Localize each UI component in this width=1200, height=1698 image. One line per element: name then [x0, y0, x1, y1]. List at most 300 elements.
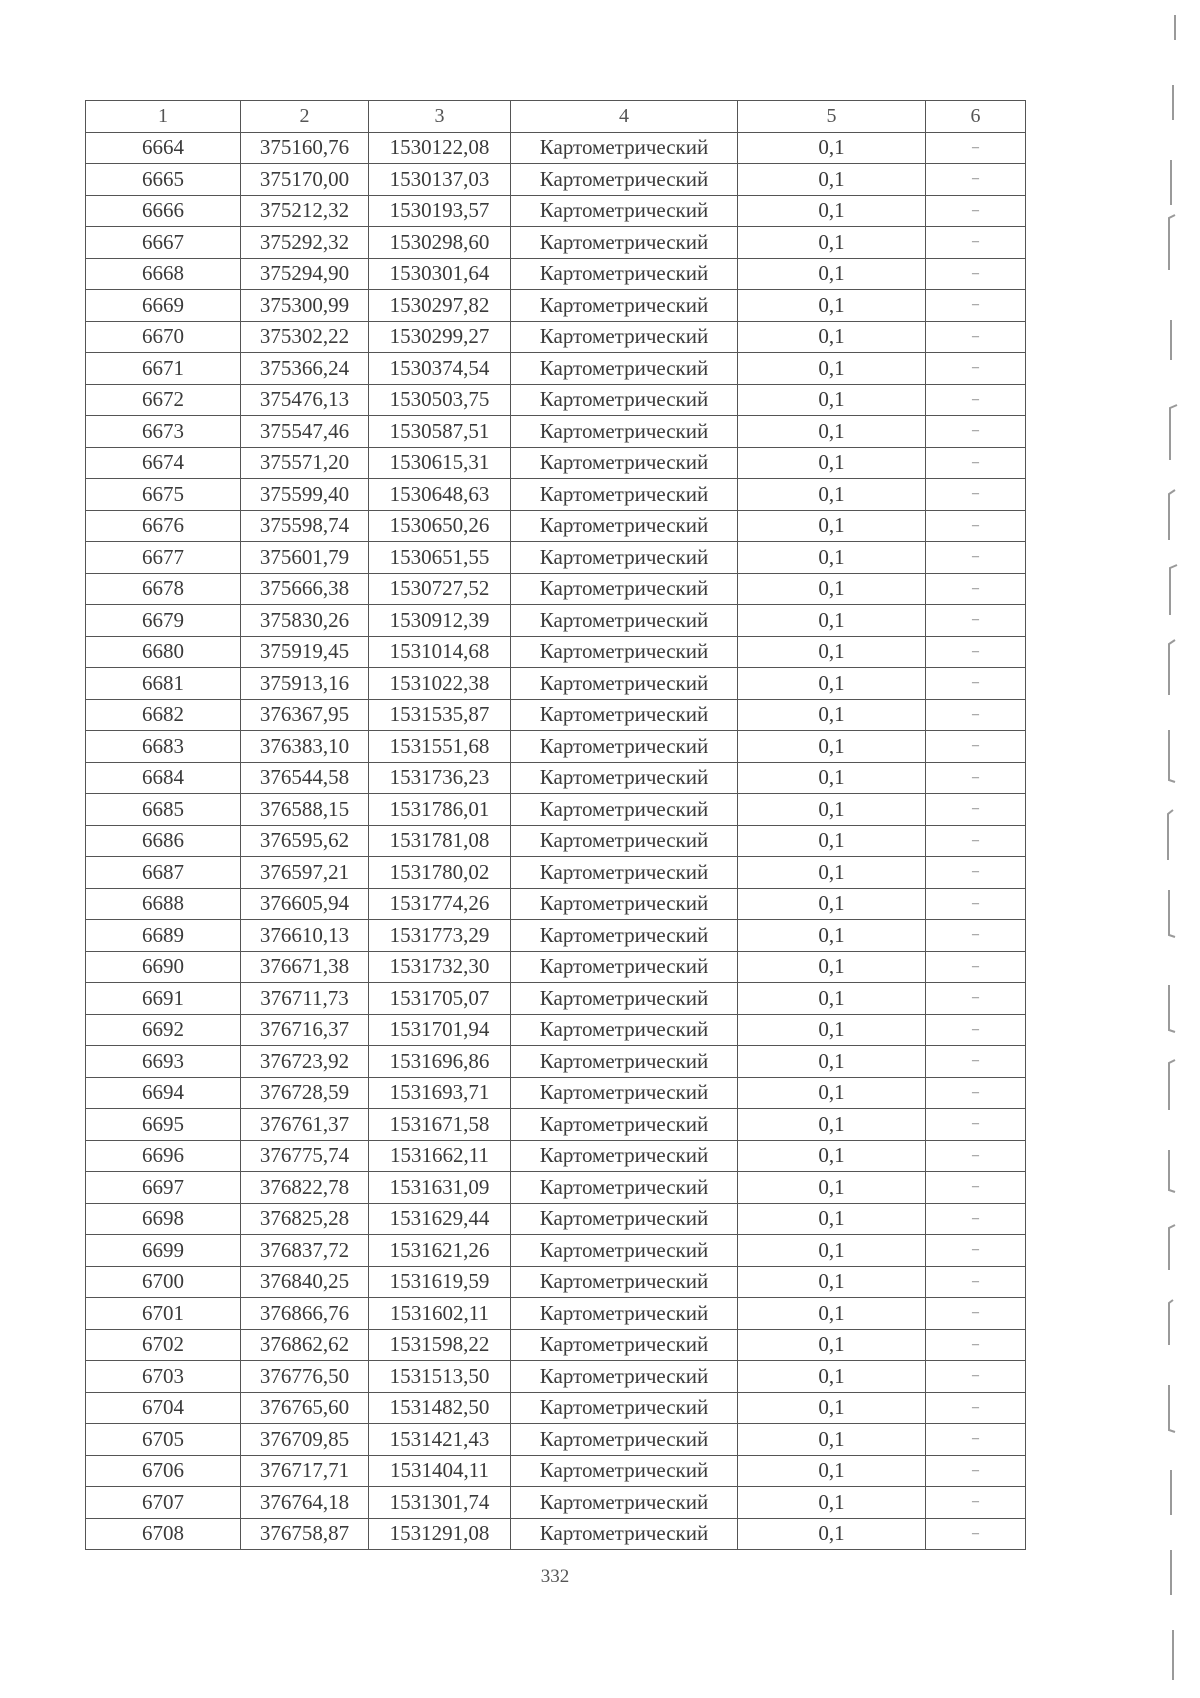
table-cell-col-5: 0,1 — [738, 1455, 926, 1487]
table-cell-col-5: 0,1 — [738, 951, 926, 983]
table-cell-col-6: – — [926, 353, 1026, 385]
table-cell-col-2: 376544,58 — [241, 762, 369, 794]
table-cell-col-4: Картометрический — [511, 1424, 738, 1456]
page-number: 332 — [540, 1566, 570, 1587]
table-cell-col-5: 0,1 — [738, 447, 926, 479]
table-cell-col-2: 376711,73 — [241, 983, 369, 1015]
table-cell-col-1: 6684 — [86, 762, 241, 794]
table-row — [86, 1487, 1026, 1519]
table-cell-col-5: 0,1 — [738, 1140, 926, 1172]
table-cell-col-4: Картометрический — [511, 1140, 738, 1172]
table-cell-col-1: 6671 — [86, 353, 241, 385]
table-cell-col-4: Картометрический — [511, 447, 738, 479]
table-cell-col-3: 1531774,26 — [369, 888, 511, 920]
table-cell-col-6: – — [926, 132, 1026, 164]
table-cell-col-6: – — [926, 447, 1026, 479]
table-cell-col-3: 1531535,87 — [369, 699, 511, 731]
table-cell-col-1: 6693 — [86, 1046, 241, 1078]
table-cell-col-6: – — [926, 416, 1026, 448]
table-cell-col-3: 1530374,54 — [369, 353, 511, 385]
table-cell-col-3: 1530297,82 — [369, 290, 511, 322]
table-cell-col-4: Картометрический — [511, 1361, 738, 1393]
table-cell-col-6: – — [926, 510, 1026, 542]
table-cell-col-4: Картометрический — [511, 164, 738, 196]
table-cell-col-3: 1531631,09 — [369, 1172, 511, 1204]
table-cell-col-6: – — [926, 1266, 1026, 1298]
table-cell-col-6: – — [926, 1518, 1026, 1550]
table-cell-col-3: 1530299,27 — [369, 321, 511, 353]
table-cell-col-1: 6703 — [86, 1361, 241, 1393]
column-header-3: 3 — [369, 101, 511, 133]
table-row — [86, 1329, 1026, 1361]
table-cell-col-1: 6699 — [86, 1235, 241, 1267]
table-cell-col-1: 6680 — [86, 636, 241, 668]
table-cell-col-3: 1531629,44 — [369, 1203, 511, 1235]
table-cell-col-1: 6683 — [86, 731, 241, 763]
table-cell-col-6: – — [926, 290, 1026, 322]
table-cell-col-2: 376723,92 — [241, 1046, 369, 1078]
table-cell-col-5: 0,1 — [738, 1392, 926, 1424]
table-cell-col-4: Картометрический — [511, 1046, 738, 1078]
column-header-1: 1 — [86, 101, 241, 133]
table-cell-col-5: 0,1 — [738, 668, 926, 700]
table-cell-col-6: – — [926, 195, 1026, 227]
table-row — [86, 951, 1026, 983]
table-row — [86, 321, 1026, 353]
table-cell-col-1: 6688 — [86, 888, 241, 920]
table-cell-col-6: – — [926, 920, 1026, 952]
table-cell-col-2: 376764,18 — [241, 1487, 369, 1519]
table-cell-col-2: 375170,00 — [241, 164, 369, 196]
table-cell-col-6: – — [926, 699, 1026, 731]
table-cell-col-4: Картометрический — [511, 762, 738, 794]
table-row — [86, 227, 1026, 259]
table-cell-col-6: – — [926, 1361, 1026, 1393]
table-cell-col-5: 0,1 — [738, 825, 926, 857]
table-cell-col-4: Картометрический — [511, 384, 738, 416]
table-cell-col-3: 1531671,58 — [369, 1109, 511, 1141]
table-row — [86, 794, 1026, 826]
table-cell-col-2: 375919,45 — [241, 636, 369, 668]
table-cell-col-2: 376758,87 — [241, 1518, 369, 1550]
table-cell-col-4: Картометрический — [511, 510, 738, 542]
table-cell-col-2: 376716,37 — [241, 1014, 369, 1046]
table-cell-col-1: 6676 — [86, 510, 241, 542]
table-cell-col-3: 1531482,50 — [369, 1392, 511, 1424]
table-cell-col-1: 6691 — [86, 983, 241, 1015]
table-cell-col-4: Картометрический — [511, 636, 738, 668]
table-cell-col-2: 375913,16 — [241, 668, 369, 700]
table-cell-col-5: 0,1 — [738, 1172, 926, 1204]
table-cell-col-1: 6698 — [86, 1203, 241, 1235]
table-cell-col-5: 0,1 — [738, 1014, 926, 1046]
table-cell-col-5: 0,1 — [738, 416, 926, 448]
table-cell-col-4: Картометрический — [511, 416, 738, 448]
table-cell-col-6: – — [926, 1455, 1026, 1487]
table-cell-col-2: 376825,28 — [241, 1203, 369, 1235]
table-cell-col-2: 376588,15 — [241, 794, 369, 826]
table-cell-col-5: 0,1 — [738, 195, 926, 227]
table-cell-col-1: 6681 — [86, 668, 241, 700]
table-cell-col-3: 1530651,55 — [369, 542, 511, 574]
table-cell-col-2: 376775,74 — [241, 1140, 369, 1172]
table-cell-col-5: 0,1 — [738, 920, 926, 952]
table-cell-col-1: 6690 — [86, 951, 241, 983]
table-cell-col-4: Картометрический — [511, 573, 738, 605]
table-cell-col-6: – — [926, 1298, 1026, 1330]
table-cell-col-5: 0,1 — [738, 983, 926, 1015]
table-cell-col-5: 0,1 — [738, 510, 926, 542]
table-cell-col-6: – — [926, 542, 1026, 574]
table-cell-col-5: 0,1 — [738, 1329, 926, 1361]
table-cell-col-1: 6672 — [86, 384, 241, 416]
table-cell-col-5: 0,1 — [738, 1361, 926, 1393]
table-cell-col-4: Картометрический — [511, 605, 738, 637]
table-cell-col-1: 6701 — [86, 1298, 241, 1330]
table-cell-col-4: Картометрический — [511, 920, 738, 952]
table-cell-col-6: – — [926, 321, 1026, 353]
table-cell-col-3: 1530650,26 — [369, 510, 511, 542]
table-cell-col-2: 376765,60 — [241, 1392, 369, 1424]
table-cell-col-2: 375212,32 — [241, 195, 369, 227]
table-cell-col-3: 1531291,08 — [369, 1518, 511, 1550]
table-cell-col-3: 1531602,11 — [369, 1298, 511, 1330]
table-cell-col-1: 6667 — [86, 227, 241, 259]
table-cell-col-1: 6674 — [86, 447, 241, 479]
table-cell-col-2: 376595,62 — [241, 825, 369, 857]
table-row — [86, 164, 1026, 196]
table-cell-col-5: 0,1 — [738, 605, 926, 637]
table-cell-col-5: 0,1 — [738, 1298, 926, 1330]
table-cell-col-3: 1530193,57 — [369, 195, 511, 227]
table-cell-col-2: 375547,46 — [241, 416, 369, 448]
table-cell-col-2: 375366,24 — [241, 353, 369, 385]
table-cell-col-4: Картометрический — [511, 1392, 738, 1424]
table-cell-col-4: Картометрический — [511, 1235, 738, 1267]
table-cell-col-1: 6673 — [86, 416, 241, 448]
table-cell-col-2: 376866,76 — [241, 1298, 369, 1330]
table-cell-col-1: 6687 — [86, 857, 241, 889]
table-cell-col-5: 0,1 — [738, 1266, 926, 1298]
table-cell-col-5: 0,1 — [738, 1235, 926, 1267]
table-cell-col-4: Картометрический — [511, 699, 738, 731]
table-cell-col-1: 6670 — [86, 321, 241, 353]
table-cell-col-2: 375302,22 — [241, 321, 369, 353]
table-row — [86, 762, 1026, 794]
table-cell-col-3: 1530137,03 — [369, 164, 511, 196]
table-cell-col-6: – — [926, 1203, 1026, 1235]
table-cell-col-6: – — [926, 857, 1026, 889]
table-cell-col-6: – — [926, 605, 1026, 637]
table-cell-col-2: 376761,37 — [241, 1109, 369, 1141]
table-cell-col-1: 6704 — [86, 1392, 241, 1424]
table-cell-col-2: 376837,72 — [241, 1235, 369, 1267]
table-cell-col-4: Картометрический — [511, 1298, 738, 1330]
table-row — [86, 1455, 1026, 1487]
column-header-2: 2 — [241, 101, 369, 133]
table-cell-col-1: 6708 — [86, 1518, 241, 1550]
table-cell-col-2: 375830,26 — [241, 605, 369, 637]
table-cell-col-4: Картометрический — [511, 479, 738, 511]
table-cell-col-4: Картометрический — [511, 983, 738, 1015]
column-header-5: 5 — [738, 101, 926, 133]
table-row — [86, 888, 1026, 920]
table-cell-col-5: 0,1 — [738, 321, 926, 353]
table-cell-col-4: Картометрический — [511, 195, 738, 227]
table-cell-col-3: 1531736,23 — [369, 762, 511, 794]
coordinates-table — [85, 100, 1026, 1550]
table-cell-col-2: 376597,21 — [241, 857, 369, 889]
table-cell-col-2: 376717,71 — [241, 1455, 369, 1487]
table-cell-col-6: – — [926, 1487, 1026, 1519]
table-cell-col-2: 375601,79 — [241, 542, 369, 574]
table-cell-col-5: 0,1 — [738, 699, 926, 731]
table-cell-col-2: 375476,13 — [241, 384, 369, 416]
table-cell-col-5: 0,1 — [738, 479, 926, 511]
table-cell-col-6: – — [926, 668, 1026, 700]
table-cell-col-6: – — [926, 825, 1026, 857]
table-row — [86, 699, 1026, 731]
table-row — [86, 1518, 1026, 1550]
header-row — [86, 101, 1026, 133]
table-cell-col-5: 0,1 — [738, 227, 926, 259]
table-cell-col-6: – — [926, 384, 1026, 416]
table-cell-col-2: 376862,62 — [241, 1329, 369, 1361]
table-cell-col-3: 1531773,29 — [369, 920, 511, 952]
table-cell-col-3: 1530648,63 — [369, 479, 511, 511]
table-cell-col-4: Картометрический — [511, 321, 738, 353]
table-cell-col-1: 6669 — [86, 290, 241, 322]
table-header — [86, 101, 1026, 133]
table-cell-col-6: – — [926, 227, 1026, 259]
table-cell-col-4: Картометрический — [511, 258, 738, 290]
table-cell-col-5: 0,1 — [738, 794, 926, 826]
table-cell-col-1: 6702 — [86, 1329, 241, 1361]
table-row — [86, 731, 1026, 763]
table-cell-col-1: 6694 — [86, 1077, 241, 1109]
table-cell-col-1: 6705 — [86, 1424, 241, 1456]
column-header-4: 4 — [511, 101, 738, 133]
table-cell-col-3: 1531404,11 — [369, 1455, 511, 1487]
table-row — [86, 132, 1026, 164]
table-cell-col-5: 0,1 — [738, 731, 926, 763]
table-cell-col-3: 1530615,31 — [369, 447, 511, 479]
table-row — [86, 542, 1026, 574]
table-row — [86, 1235, 1026, 1267]
table-row — [86, 1266, 1026, 1298]
table-cell-col-3: 1530912,39 — [369, 605, 511, 637]
table-row — [86, 1298, 1026, 1330]
table-row — [86, 479, 1026, 511]
table-cell-col-2: 375598,74 — [241, 510, 369, 542]
table-cell-col-4: Картометрический — [511, 888, 738, 920]
table-row — [86, 384, 1026, 416]
table-cell-col-2: 376367,95 — [241, 699, 369, 731]
table-row — [86, 668, 1026, 700]
table-cell-col-1: 6696 — [86, 1140, 241, 1172]
table-cell-col-1: 6678 — [86, 573, 241, 605]
table-cell-col-3: 1531696,86 — [369, 1046, 511, 1078]
table-cell-col-4: Картометрический — [511, 668, 738, 700]
table-cell-col-2: 376610,13 — [241, 920, 369, 952]
column-header-6: 6 — [926, 101, 1026, 133]
table-cell-col-3: 1531780,02 — [369, 857, 511, 889]
table-cell-col-1: 6692 — [86, 1014, 241, 1046]
table-cell-col-1: 6697 — [86, 1172, 241, 1204]
table-body — [86, 132, 1026, 1550]
table-cell-col-2: 375300,99 — [241, 290, 369, 322]
table-cell-col-3: 1530301,64 — [369, 258, 511, 290]
table-row — [86, 1014, 1026, 1046]
table-cell-col-1: 6707 — [86, 1487, 241, 1519]
table-cell-col-3: 1530587,51 — [369, 416, 511, 448]
table-cell-col-4: Картометрический — [511, 1266, 738, 1298]
table-cell-col-6: – — [926, 573, 1026, 605]
table-cell-col-3: 1531301,74 — [369, 1487, 511, 1519]
table-cell-col-4: Картометрический — [511, 1172, 738, 1204]
table-cell-col-4: Картометрический — [511, 731, 738, 763]
table-cell-col-3: 1531701,94 — [369, 1014, 511, 1046]
table-row — [86, 573, 1026, 605]
table-cell-col-5: 0,1 — [738, 1487, 926, 1519]
table-row — [86, 636, 1026, 668]
table-cell-col-5: 0,1 — [738, 290, 926, 322]
table-cell-col-4: Картометрический — [511, 1203, 738, 1235]
table-cell-col-5: 0,1 — [738, 164, 926, 196]
table-row — [86, 1140, 1026, 1172]
table-row — [86, 353, 1026, 385]
table-cell-col-4: Картометрический — [511, 857, 738, 889]
table-row — [86, 1109, 1026, 1141]
table-cell-col-4: Картометрический — [511, 290, 738, 322]
table-row — [86, 1046, 1026, 1078]
table-cell-col-4: Картометрический — [511, 794, 738, 826]
table-row — [86, 1392, 1026, 1424]
table-cell-col-3: 1531786,01 — [369, 794, 511, 826]
table-cell-col-6: – — [926, 1109, 1026, 1141]
table-cell-col-1: 6679 — [86, 605, 241, 637]
table-cell-col-4: Картометрический — [511, 1329, 738, 1361]
table-cell-col-5: 0,1 — [738, 636, 926, 668]
table-cell-col-1: 6695 — [86, 1109, 241, 1141]
table-cell-col-5: 0,1 — [738, 542, 926, 574]
table-cell-col-3: 1531551,68 — [369, 731, 511, 763]
table-cell-col-3: 1530727,52 — [369, 573, 511, 605]
table-cell-col-2: 376776,50 — [241, 1361, 369, 1393]
table-cell-col-4: Картометрический — [511, 1077, 738, 1109]
table-cell-col-6: – — [926, 1140, 1026, 1172]
table-row — [86, 825, 1026, 857]
table-cell-col-1: 6682 — [86, 699, 241, 731]
table-cell-col-1: 6666 — [86, 195, 241, 227]
table-cell-col-4: Картометрический — [511, 1518, 738, 1550]
table-cell-col-6: – — [926, 164, 1026, 196]
table-cell-col-5: 0,1 — [738, 1077, 926, 1109]
table-row — [86, 1203, 1026, 1235]
table-row — [86, 510, 1026, 542]
table-cell-col-6: – — [926, 258, 1026, 290]
table-cell-col-2: 376822,78 — [241, 1172, 369, 1204]
table-row — [86, 258, 1026, 290]
scan-margin-marks — [1155, 0, 1195, 1698]
table-cell-col-6: – — [926, 731, 1026, 763]
table-cell-col-3: 1531693,71 — [369, 1077, 511, 1109]
table-cell-col-1: 6706 — [86, 1455, 241, 1487]
table-cell-col-1: 6664 — [86, 132, 241, 164]
table-row — [86, 290, 1026, 322]
table-cell-col-2: 375160,76 — [241, 132, 369, 164]
table-row — [86, 983, 1026, 1015]
table-cell-col-4: Картометрический — [511, 227, 738, 259]
table-cell-col-4: Картометрический — [511, 951, 738, 983]
table-cell-col-5: 0,1 — [738, 1109, 926, 1141]
table-cell-col-2: 376709,85 — [241, 1424, 369, 1456]
table-cell-col-6: – — [926, 983, 1026, 1015]
table-cell-col-6: – — [926, 1172, 1026, 1204]
table-cell-col-5: 0,1 — [738, 888, 926, 920]
table-cell-col-5: 0,1 — [738, 353, 926, 385]
table-cell-col-3: 1531781,08 — [369, 825, 511, 857]
table-cell-col-6: – — [926, 1077, 1026, 1109]
table-cell-col-4: Картометрический — [511, 1109, 738, 1141]
table-cell-col-5: 0,1 — [738, 762, 926, 794]
table-cell-col-1: 6689 — [86, 920, 241, 952]
table-cell-col-3: 1531513,50 — [369, 1361, 511, 1393]
table-row — [86, 1172, 1026, 1204]
table-cell-col-1: 6665 — [86, 164, 241, 196]
table-cell-col-2: 375599,40 — [241, 479, 369, 511]
table-cell-col-3: 1531662,11 — [369, 1140, 511, 1172]
table-row — [86, 1361, 1026, 1393]
table-cell-col-6: – — [926, 1392, 1026, 1424]
table-cell-col-6: – — [926, 794, 1026, 826]
table-cell-col-3: 1530503,75 — [369, 384, 511, 416]
table-cell-col-2: 375666,38 — [241, 573, 369, 605]
table-cell-col-4: Картометрический — [511, 825, 738, 857]
table-cell-col-3: 1530298,60 — [369, 227, 511, 259]
table-cell-col-2: 375292,32 — [241, 227, 369, 259]
table-cell-col-3: 1531421,43 — [369, 1424, 511, 1456]
table-cell-col-2: 375294,90 — [241, 258, 369, 290]
table-row — [86, 857, 1026, 889]
table-cell-col-6: – — [926, 1235, 1026, 1267]
table-cell-col-4: Картометрический — [511, 1455, 738, 1487]
table-row — [86, 195, 1026, 227]
table-cell-col-2: 376728,59 — [241, 1077, 369, 1109]
table-cell-col-1: 6668 — [86, 258, 241, 290]
table-row — [86, 920, 1026, 952]
table-cell-col-6: – — [926, 888, 1026, 920]
table-cell-col-6: – — [926, 1329, 1026, 1361]
table-cell-col-6: – — [926, 479, 1026, 511]
table-cell-col-5: 0,1 — [738, 857, 926, 889]
table-row — [86, 605, 1026, 637]
table-row — [86, 1077, 1026, 1109]
table-cell-col-3: 1531732,30 — [369, 951, 511, 983]
table-cell-col-5: 0,1 — [738, 1203, 926, 1235]
table-cell-col-4: Картометрический — [511, 542, 738, 574]
table-cell-col-1: 6686 — [86, 825, 241, 857]
table-cell-col-4: Картометрический — [511, 353, 738, 385]
table-cell-col-2: 376383,10 — [241, 731, 369, 763]
table-cell-col-3: 1531014,68 — [369, 636, 511, 668]
table-cell-col-1: 6675 — [86, 479, 241, 511]
table-cell-col-5: 0,1 — [738, 1518, 926, 1550]
table-cell-col-5: 0,1 — [738, 132, 926, 164]
table-cell-col-5: 0,1 — [738, 1046, 926, 1078]
table-cell-col-4: Картометрический — [511, 1014, 738, 1046]
table-cell-col-5: 0,1 — [738, 573, 926, 605]
